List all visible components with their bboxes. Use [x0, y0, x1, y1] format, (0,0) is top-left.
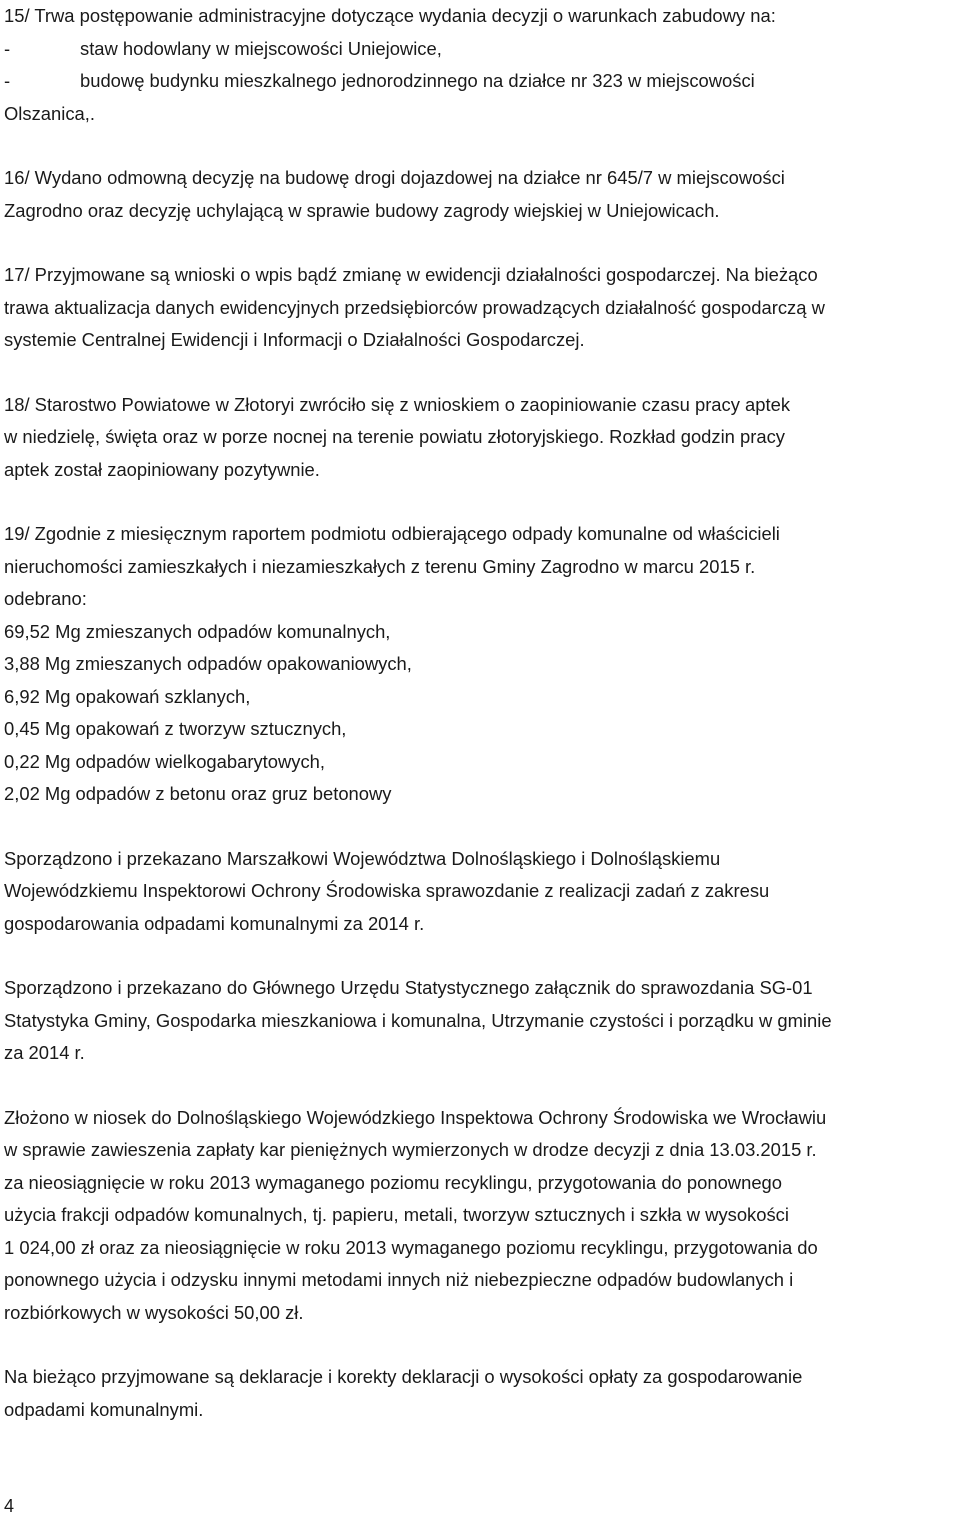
paragraph-15	[4, 0, 956, 130]
waste-list-item: 0,45 Mg opakowań z tworzyw sztucznych,	[4, 718, 347, 739]
paragraph-line: 19/ Zgodnie z miesięcznym raportem podmiotu odbierającego odpady komunalne od właścicieli	[4, 523, 780, 544]
paragraph-line: Zagrodno oraz decyzję uchylającą w sprawie budowy zagrody wiejskiej w Uniejowicach.	[4, 199, 720, 221]
paragraph-line: 15/ Trwa postępowanie administracyjne dotyczące wydania decyzji o warunkach zabudowy na:	[4, 5, 776, 26]
document-page	[4, 0, 956, 1426]
paragraph-line: za 2014 r.	[4, 1042, 85, 1063]
paragraph-line: 16/ Wydano odmowną decyzję na budowę drogi dojazdowej na działce nr 645/7 w miejscowości	[4, 167, 785, 188]
paragraph-18	[4, 389, 956, 487]
waste-list-item: 69,52 Mg zmieszanych odpadów komunalnych,	[4, 620, 391, 642]
paragraph-line: Statystyka Gminy, Gospodarka mieszkaniowa i komunalna, Utrzymanie czystości i porządku w gminie	[4, 1009, 832, 1031]
paragraph-line: Sporządzono i przekazano Marszałkowi Województwa Dolnośląskiego i Dolnośląskiemu	[4, 847, 721, 869]
paragraph-17	[4, 259, 956, 357]
waste-list-item: 2,02 Mg odpadów z betonu oraz gruz betonowy	[4, 783, 392, 804]
paragraph-line: systemie Centralnej Ewidencji i Informacji o Działalności Gospodarczej.	[4, 329, 585, 350]
paragraph-line: ponownego użycia i odzysku innymi metodami innych niż niebezpieczne odpadów budowlanych i	[4, 1269, 794, 1290]
paragraph-line: użycia frakcji odpadów komunalnych, tj. papieru, metali, tworzyw sztucznych i szkła w wysokości	[4, 1204, 789, 1225]
paragraph-line: 18/ Starostwo Powiatowe w Złotoryi zwróciło się z wnioskiem o zaopiniowanie czasu pracy aptek	[4, 393, 791, 415]
paragraph-gus-report	[4, 972, 956, 1070]
paragraph-line: Na bieżąco przyjmowane są deklaracje i korekty deklaracji o wysokości opłaty za gospodarowanie	[4, 1366, 803, 1387]
paragraph-line: trawa aktualizacja danych ewidencyjnych przedsiębiorców prowadzących działalność gospodarczą w	[4, 296, 825, 318]
paragraph-line: nieruchomości zamieszkałych i niezamieszkałych z terenu Gminy Zagrodno w marcu 2015 r.	[4, 555, 756, 577]
list-item: - budowę budynku mieszkalnego jednorodzinnego na działce nr 323 w miejscowości	[4, 70, 755, 91]
paragraph-line: odpadami komunalnymi.	[4, 1398, 204, 1420]
paragraph-declarations	[4, 1361, 956, 1426]
waste-list-item: 6,92 Mg opakowań szklanych,	[4, 685, 251, 707]
paragraph-16	[4, 162, 956, 227]
paragraph-line: Złożono w niosek do Dolnośląskiego Wojewódzkiego Inspektowa Ochrony Środowiska we Wrocławiu	[4, 1106, 827, 1128]
paragraph-line: Sporządzono i przekazano do Głównego Urzędu Statystycznego załącznik do sprawozdania SG-01	[4, 977, 813, 998]
paragraph-line: aptek został zaopiniowany pozytywnie.	[4, 458, 320, 480]
paragraph-wios-request	[4, 1102, 956, 1330]
paragraph-marszalek-report	[4, 843, 956, 941]
paragraph-line: rozbiórkowych w wysokości 50,00 zł.	[4, 1301, 304, 1323]
waste-list-item: 3,88 Mg zmieszanych odpadów opakowaniowych,	[4, 653, 412, 674]
paragraph-line: za nieosiągnięcie w roku 2013 wymaganego poziomu recyklingu, przygotowania do ponownego	[4, 1171, 783, 1193]
paragraph-19	[4, 518, 956, 811]
paragraph-line: 17/ Przyjmowane są wnioski o wpis bądź zmianę w ewidencji działalności gospodarczej. Na bieżąco	[4, 264, 818, 285]
page-number: 4	[4, 1496, 15, 1516]
paragraph-line: Olszanica,.	[4, 102, 95, 124]
waste-list-item: 0,22 Mg odpadów wielkogabarytowych,	[4, 750, 326, 772]
paragraph-line: odebrano:	[4, 588, 87, 609]
paragraph-line: w niedzielę, święta oraz w porze nocnej na terenie powiatu złotoryjskiego. Rozkład godzin pracy	[4, 426, 785, 447]
paragraph-line: w sprawie zawieszenia zapłaty kar pieniężnych wymierzonych w drodze decyzji z dnia 13.03.2015 r.	[4, 1139, 817, 1160]
paragraph-line: gospodarowania odpadami komunalnymi za 2014 r.	[4, 912, 425, 934]
list-item: - staw hodowlany w miejscowości Uniejowice,	[4, 37, 442, 59]
paragraph-line: Wojewódzkiemu Inspektorowi Ochrony Środowiska sprawozdanie z realizacji zadań z zakresu	[4, 880, 770, 901]
paragraph-line: 1 024,00 zł oraz za nieosiągnięcie w roku 2013 wymaganego poziomu recyklingu, przygotowania do	[4, 1236, 818, 1258]
